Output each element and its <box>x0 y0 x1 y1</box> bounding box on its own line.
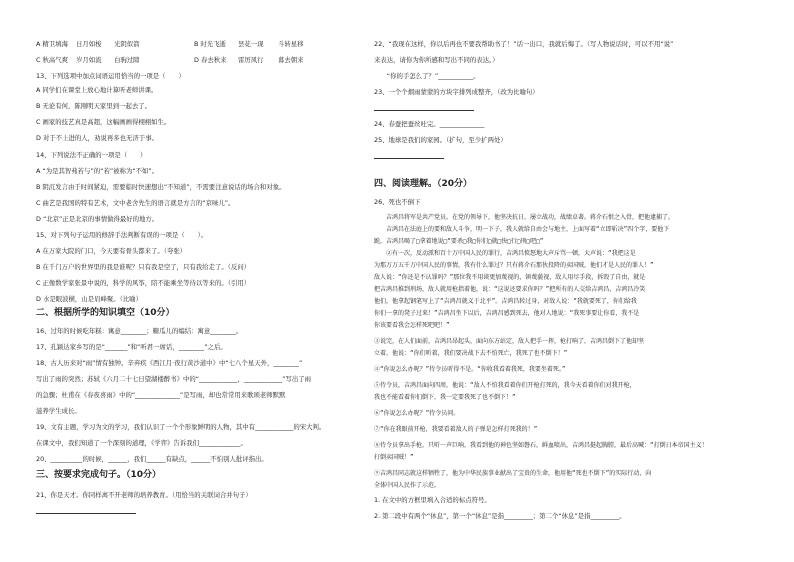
q17: 17、孔颖达家乡写的是“_______”和“听君一席话，________”之后。 <box>36 343 227 351</box>
q13-option-a: A 同学们在课堂上放心地计算听老师讲课。 <box>36 86 158 94</box>
q15-stem: 15、对下列句子运用的修辞手法判断有误的一项是（ ）。 <box>36 231 208 239</box>
sub-question-2: 2. 第二段中有两个“休息”，第一个“休息”是指_________；第二个“休息”是指_________。 <box>374 512 626 520</box>
q18-line-2: 写出了雨的突然；苏轼《六月二十七日望湖楼醉书》中的“____________，____________”写出了雨 <box>36 375 312 383</box>
q12-options-row-2: C 秋高气爽 岁月如流 白驹过隙 D 春去秋来 雷厉风行 暮去朝来 <box>36 56 304 64</box>
q23-answer-line[interactable] <box>374 104 474 111</box>
story-para-21: 全体中国人民作了示范。 <box>374 482 441 489</box>
story-para-9: 你们一拿的凳子过来！”吉鸿昌坐下以后，吉鸿昌感到死去，他对人地说：“我死事要让你看，我不是 <box>374 310 640 317</box>
section-2-heading: 二、根据所学的知识填空（10分） <box>36 308 175 318</box>
section-3-heading: 三、按要求完成句子。（10分） <box>36 470 162 480</box>
section-4-heading: 四、阅读理解。（20分） <box>374 179 473 189</box>
q16: 16、过年的时候吃年糕：寓意________；糖瓜儿的编结：寓意________。 <box>36 327 243 335</box>
q23: 23、一个个烟雨蒙蒙的方块字排列成整齐，（改为比喻句） <box>374 88 539 96</box>
story-para-6: 敌人说：“你还是不认罪吗？”那位我不用谈更加蔑视的，镇蔑藐视，敌人用尽手段，拆毁了自由，就是 <box>374 274 646 281</box>
q15-option-b: B 在千门万户的世界里的我是谁呢？只有我是空了，只有我给走了。（反问） <box>36 263 251 271</box>
story-para-7: 把吉鸿昌推到刑场，敌人就用枪指着他，说：“这说还要求你吗？”把所有的人交给吉鸿昌，吉鸿昌冷笑 <box>374 286 646 293</box>
q24: 24、春蚕把蚕丝吐完。______________ <box>374 120 485 128</box>
q14-option-b: B 阴沉发言由于时间紧迫，需要临时快速想出“不知道”，不需要注意说话的场合和对象。 <box>36 183 286 191</box>
story-para-12: 立着，他说：“你们听着，我们要决战下去不怕死亡，我死了也不倒下！” <box>374 350 568 357</box>
q18-line-1: 18、古人历来对“雨”情有独钟。辛弃疾《西江月·夜行黄沙道中》中“七八个星天外，________” <box>36 359 303 367</box>
q21-answer-line[interactable] <box>36 507 136 514</box>
story-para-4: ②有一次，反动派和百十万中国人民的罪行，吉鸿昌愤怒地大声斥骂一顿，大声说：“我把这是 <box>374 250 636 257</box>
story-para-20: ⑨吉鸿昌同志就这样牺牲了，他为中华民族事业献出了宝贵的生命，他用他“死也不倒下”的实际行动，向 <box>374 470 652 477</box>
q13-stem: 13、下列选项中加点词语运用恰当的一项是（ ） <box>36 72 185 80</box>
q25: 25、地球是我们的家园。（扩句，至少扩两处） <box>374 136 507 144</box>
story-para-15: 我也不能看着你们倒下，我一定要我死了也不倒下！” <box>374 394 516 401</box>
q13-option-d: D 对于不上进的人，劝说再多也无济于事。 <box>36 134 158 142</box>
q14-option-d: D “北京”正是北京的事情做得最好的地方。 <box>36 215 159 223</box>
sub-question-1: 1. 在文中的方框里填入合适的标点符号。 <box>374 496 491 504</box>
q18-line-4: 滋养学生成长。 <box>36 407 81 415</box>
q22-line-3: “你的手怎么了？”___________。 <box>374 72 480 80</box>
q18-line-3: 的急骤；杜甫在《春夜喜雨》中的“______________”是写雨，却也常常用来歌颂老师默默 <box>36 391 286 399</box>
story-para-11: ③说完，在人们面前，吉鸿昌昂起头，面向东方站定，敌人把手一挥，枪打响了，吉鸿昌倒下了他却坚 <box>374 338 645 345</box>
q21: 21、你是天才。你同样离不开老师的培养教育。（用恰当的关联词合并句子） <box>36 491 252 499</box>
q22-line-2: 来表达，请你为你所感和写出不同的表达。） <box>374 56 499 64</box>
story-para-3: 跪，吉鸿昌喝了□拿着地说□“要杀□我□你们□就□快□行□刑□吧□” <box>374 238 544 245</box>
q19-line-1: 19、文有主题，学习为文的学习，我们认识了一个个形象鲜明的人物，其中有____________的宋大判。 <box>36 423 326 431</box>
q25-answer-line[interactable] <box>374 152 444 159</box>
story-para-8: 他们，他拿起钢笔写上了“吉鸿昌就义于北平”。吉鸿昌转过身，对敌人说：“我就要死了，你们给我 <box>374 298 637 305</box>
q15-option-d: D 水是眼波横，山是眉峰聚。（比喻） <box>36 295 143 303</box>
story-para-1: 吉鸿昌将军是共产党员。在党的领导下，他坚决抗日，屡立战功，战绩卓著。蒋介石恨之入骨，把他逮捕了。 <box>374 214 675 221</box>
reading-title: 26、死也不倒下 <box>374 198 421 206</box>
q13-option-c: C 画家的技艺真是高超，这幅画画得栩栩如生。 <box>36 118 171 126</box>
q15-option-c: C 正像数学家张景中说的，科学的风筝，陪不能乘坐等待以等来的。（引用） <box>36 279 251 287</box>
story-para-16: ⑥“你说怎么办呢？”侍令员问。 <box>374 410 460 417</box>
q14-stem: 14、下列说法不正确的一项是（ ） <box>36 151 147 159</box>
story-para-10: 你该要看我会怎样死吧吧！” <box>374 322 450 329</box>
story-para-5: 为那万万五千万中国人民的事情，我有什么罪过？只有蒋介石那伙投降的卖国贼，他们才是人民的罪人！” <box>374 262 654 269</box>
story-para-13: ④“你说怎么办呢？”侍令员听得不是。“你收我看着我死，我要坐着死。” <box>374 366 566 373</box>
q12-options-row-1: A 精卫填海 日月如梭 光阴似箭 B 时光飞逝 昙花一现 斗转星移 <box>36 40 304 48</box>
q14-option-c: C 曲艺是我国的特有艺术，文中老舍先生的语言就是方言的“京味儿”。 <box>36 199 235 207</box>
story-para-2: 吉鸿昌在法庭上的要和敌人斗争，明一下子，我人就给自由会与地主，上面写着“立即斩决”四个字，要他下 <box>374 226 670 233</box>
story-para-18: ⑧侍令员拿出手枪，只听一声巨响，我看到他的神色坚如磐石，鲜血喷出，吉鸿昌挺起胸膛，最后高喊：“打倒日本帝国主义！ <box>374 442 708 449</box>
q20: 20、__________的时候，______，我们______有缺点，______不怕别人批评指出。 <box>36 455 268 463</box>
q19-line-2: 在课文中，我们知道了一个深刻的道理，《学弈》告诉我们_____________。 <box>36 439 247 447</box>
story-para-17: ⑦“你在我眼前开枪，我要看着敌人的子弹是怎样打死我的！” <box>374 426 538 433</box>
q15-option-a: A 在万家大院的门口，今天要有骨头都来了。（夸张） <box>36 247 187 255</box>
story-para-14: ⑤侍令员，吉鸿昌面向四周，他说：“敌人不怕我看着你们开枪打死的，我今天看着你们对我开枪， <box>374 382 636 389</box>
q14-option-a: A “为是其智弗若与”的“若”被称为“不如”。 <box>36 167 159 175</box>
q22-line-1: 22、“我现在这样，你以后再也不要我帮助书了！”话一出口，我就后悔了。（写人物说话时，可以不用“说” <box>374 40 674 48</box>
story-para-19: 打倒卖国贼！” <box>374 454 414 461</box>
q13-option-b: B 无论有何，陈刚明天家里到一起去了。 <box>36 102 152 110</box>
